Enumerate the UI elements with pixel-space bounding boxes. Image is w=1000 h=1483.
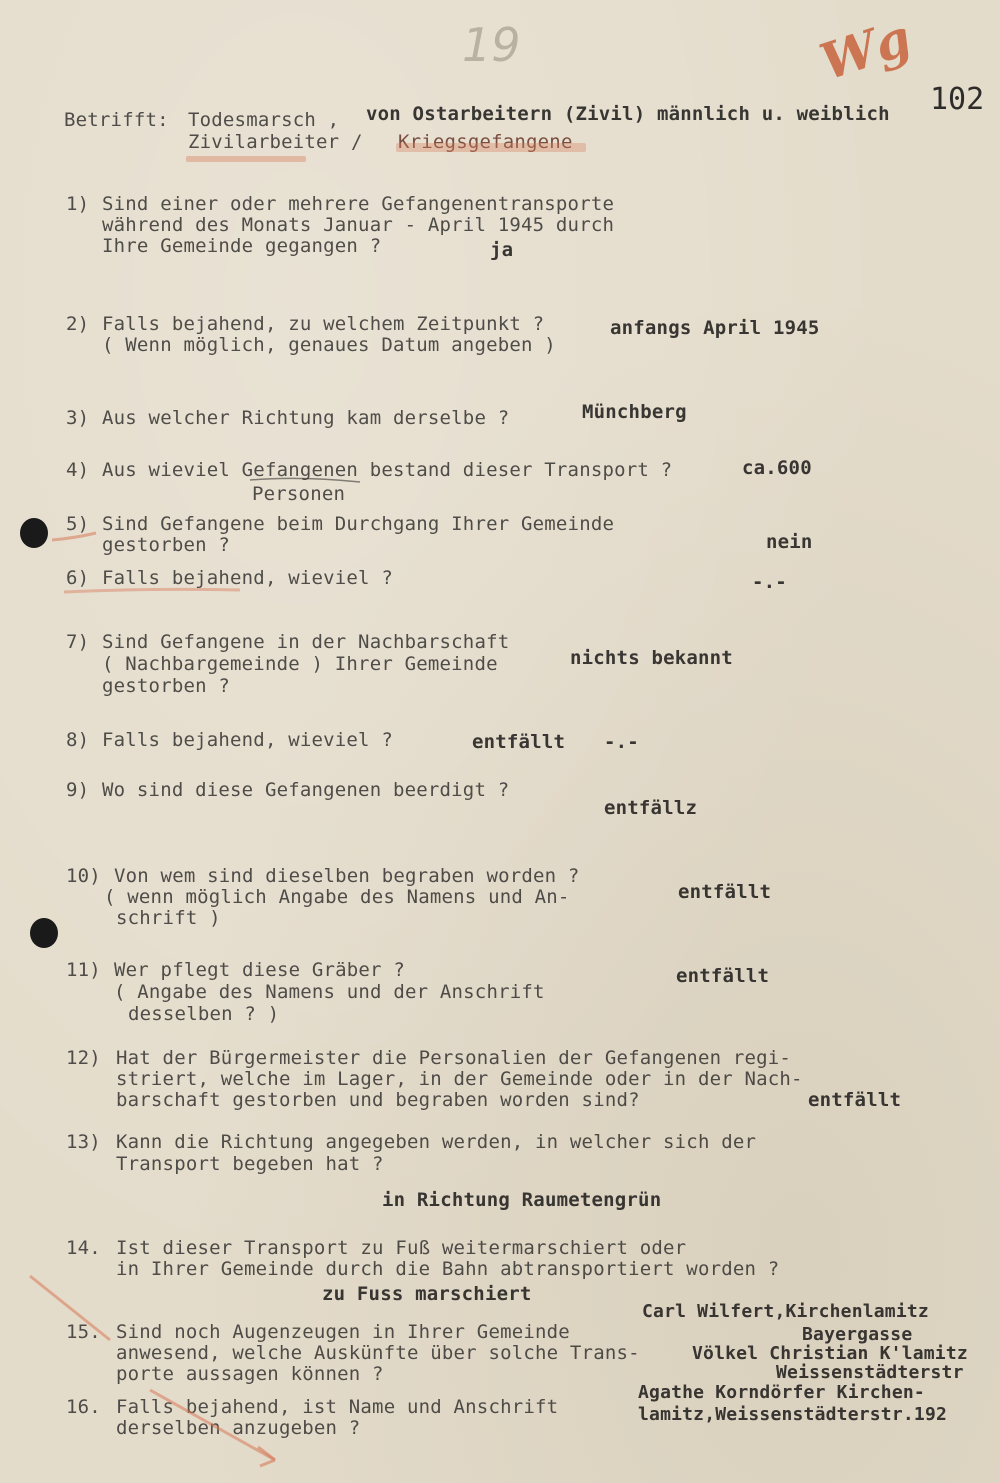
q11-answer: entfällt	[676, 965, 770, 987]
q15-number: 15.	[66, 1321, 101, 1343]
witness-2-name: Völkel Christian K'lamitz	[692, 1343, 968, 1364]
q15-line-3: porte aussagen können ?	[116, 1363, 384, 1385]
q9-line-1: Wo sind diese Gefangenen beerdigt ?	[102, 779, 510, 801]
red-highlight-pow	[396, 143, 586, 152]
q8-number: 8)	[66, 729, 90, 751]
q12-line-2: striert, welche im Lager, in der Gemeinde oder in der Nach-	[116, 1068, 803, 1090]
q5-number: 5)	[66, 513, 90, 535]
q6-number: 6)	[66, 567, 90, 589]
header-correction: von Ostarbeitern (Zivil) männlich u. weiblich	[366, 103, 890, 125]
witness-1-name: Carl Wilfert,Kirchenlamitz	[642, 1301, 929, 1322]
q6-answer: -.-	[752, 571, 787, 593]
q7-line-1: Sind Gefangene in der Nachbarschaft	[102, 631, 510, 653]
q9-number: 9)	[66, 779, 90, 801]
q11-line-2: ( Angabe des Namens und der Anschrift	[114, 981, 545, 1003]
red-pencil-mark: Wg	[813, 7, 919, 92]
q16-number: 16.	[66, 1396, 101, 1418]
witness-2-address: Weissenstädterstr	[776, 1362, 964, 1383]
q6-line-1: Falls bejahend, wieviel ?	[102, 567, 393, 589]
pencil-archive-number: 19	[462, 18, 521, 72]
q7-line-3: gestorben ?	[102, 675, 231, 697]
q12-line-1: Hat der Bürgermeister die Personalien der Gefangenen regi-	[116, 1047, 792, 1069]
q1-answer: ja	[490, 239, 514, 261]
red-underline-header	[186, 156, 306, 162]
witness-3-address: lamitz,Weissenstädterstr.192	[638, 1404, 948, 1425]
punch-hole-bottom	[30, 918, 58, 948]
q1-line-1: Sind einer oder mehrere Gefangenentransporte	[102, 193, 615, 215]
header-subject: Todesmarsch ,	[188, 109, 340, 131]
q12-line-3: barschaft gestorben und begraben worden sind?	[116, 1089, 640, 1111]
q4-correction: Personen	[252, 483, 346, 505]
q13-number: 13)	[66, 1131, 101, 1153]
q10-line-1: Von wem sind dieselben begraben worden ?	[114, 865, 580, 887]
q5-answer: nein	[766, 531, 813, 553]
q12-number: 12)	[66, 1047, 101, 1069]
q11-line-3: desselben ? )	[128, 1003, 280, 1025]
q5-line-1: Sind Gefangene beim Durchgang Ihrer Gemeinde	[102, 513, 615, 535]
q13-line-2: Transport begeben hat ?	[116, 1153, 384, 1175]
q11-number: 11)	[66, 959, 101, 981]
q3-answer: Münchberg	[582, 401, 687, 423]
red-arrowhead	[258, 1447, 275, 1466]
witness-1-address: Bayergasse	[802, 1324, 913, 1345]
q8-answer-dash: -.-	[604, 731, 639, 753]
q2-number: 2)	[66, 313, 90, 335]
q13-line-1: Kann die Richtung angegeben werden, in welcher sich der	[116, 1131, 757, 1153]
q9-answer: entfällz	[604, 797, 698, 819]
q4-answer: ca.600	[742, 457, 812, 479]
q14-line-2: in Ihrer Gemeinde durch die Bahn abtransportiert worden ?	[116, 1258, 780, 1280]
q3-number: 3)	[66, 407, 90, 429]
q4-number: 4)	[66, 459, 90, 481]
header-civil-workers: Zivilarbeiter /	[188, 131, 363, 153]
q16-line-1: Falls bejahend, ist Name und Anschrift	[116, 1396, 559, 1418]
q2-line-1: Falls bejahend, zu welchem Zeitpunkt ?	[102, 313, 545, 335]
punch-hole-top	[20, 518, 48, 548]
q1-number: 1)	[66, 193, 90, 215]
red-stroke-q6	[64, 589, 240, 592]
q2-answer: anfangs April 1945	[610, 317, 820, 339]
q3-line-1: Aus welcher Richtung kam derselbe ?	[102, 407, 510, 429]
header-label: Betrifft:	[64, 109, 169, 131]
q13-answer: in Richtung Raumetengrün	[382, 1189, 662, 1211]
q15-line-1: Sind noch Augenzeugen in Ihrer Gemeinde	[116, 1321, 570, 1343]
q8-line-1: Falls bejahend, wieviel ?	[102, 729, 393, 751]
q16-line-2: derselben anzugeben ?	[116, 1417, 361, 1439]
q7-number: 7)	[66, 631, 90, 653]
q10-number: 10)	[66, 865, 101, 887]
q7-answer: nichts bekannt	[570, 647, 733, 669]
q10-line-2: ( wenn möglich Angabe des Namens und An-	[104, 886, 570, 908]
q11-line-1: Wer pflegt diese Gräber ?	[114, 959, 405, 981]
page-number: 102	[930, 82, 985, 117]
header-pow-highlighted: Kriegsgefangene	[398, 131, 573, 153]
q8-answer: entfällt	[472, 731, 566, 753]
q1-line-2: während des Monats Januar - April 1945 durch	[102, 214, 615, 236]
q5-line-2: gestorben ?	[102, 534, 231, 556]
q15-line-2: anwesend, welche Auskünfte über solche Trans-	[116, 1342, 640, 1364]
q1-line-3: Ihre Gemeinde gegangen ?	[102, 235, 382, 257]
witness-3-name: Agathe Korndörfer Kirchen-	[638, 1382, 925, 1403]
q10-answer: entfällt	[678, 881, 772, 903]
q4-line-1: Aus wieviel Gefangenen bestand dieser Transport ?	[102, 459, 673, 481]
q14-number: 14.	[66, 1237, 101, 1259]
q14-line-1: Ist dieser Transport zu Fuß weitermarschiert oder	[116, 1237, 687, 1259]
q14-answer: zu Fuss marschiert	[322, 1283, 532, 1305]
q12-answer: entfällt	[808, 1089, 902, 1111]
q2-line-2: ( Wenn möglich, genaues Datum angeben )	[102, 334, 556, 356]
q7-line-2: ( Nachbargemeinde ) Ihrer Gemeinde	[102, 653, 498, 675]
q10-line-3: schrift )	[116, 907, 221, 929]
